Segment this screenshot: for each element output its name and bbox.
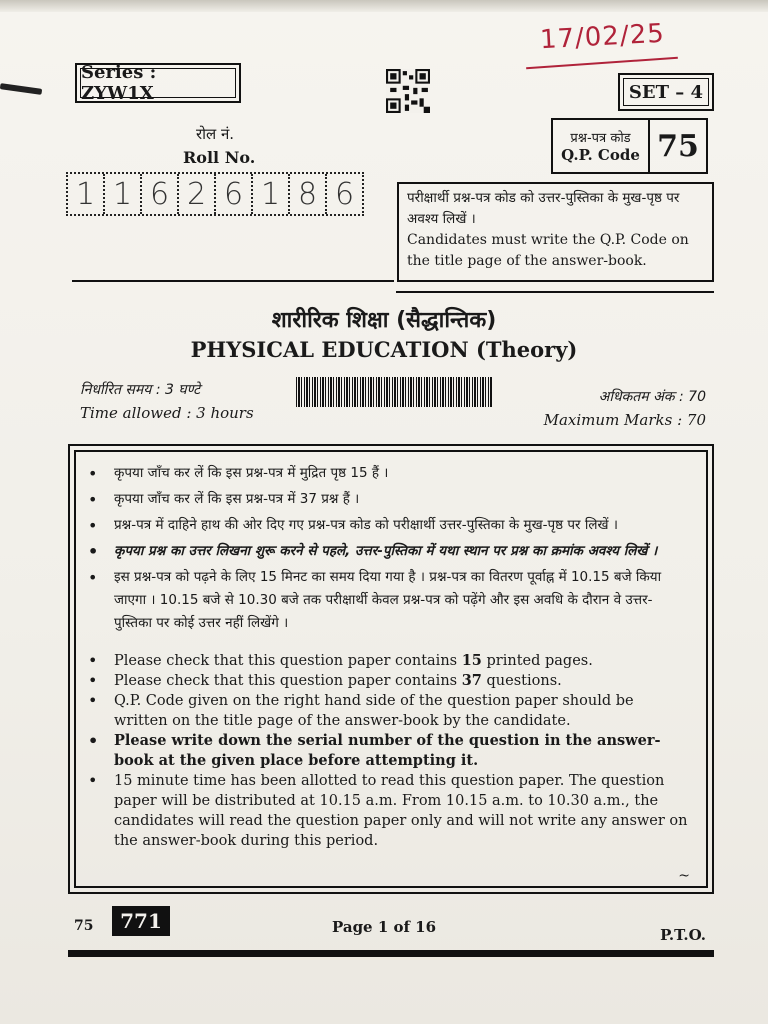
instruction-hindi: • इस प्रश्न-पत्र को पढ़ने के लिए 15 मिनट का समय दिया गया है । प्रश्न-पत्र का वितरण पूर्वाह्न में 10.15 बजे किया जाएगा । 10.15 बजे से 10.30 बजे तक परीक्षार्थी केवल प्रश्न-पत्र को पढ़ेंगे और इस अवधि के दौरान वे उत्तर-पुस्तिका पर कोई उत्तर नहीं लिखेंगे । — [88, 566, 690, 635]
subject-title-english — [0, 337, 768, 362]
general-instructions-box — [68, 444, 714, 894]
instruction-english: • 15 minute time has been allotted to read this question paper. The question paper will be distributed at 10.15 a.m. From 10.15 a.m. to 10.30 a.m., the candidates will read the question paper only and will not write any answer on the answer-book during this period. — [88, 771, 690, 851]
series-label: Series : ZYW1X — [80, 68, 236, 98]
footer-rule — [68, 950, 714, 957]
footer-boxed-number: 771 — [112, 906, 170, 936]
corner-mark — [0, 83, 42, 95]
instruction-text: Please check that this question paper contains — [114, 673, 462, 689]
series-box — [75, 63, 241, 103]
footer-code: 75 — [74, 918, 94, 934]
instructions-english-list — [88, 651, 690, 851]
set-label: SET – 4 — [623, 78, 709, 106]
instruction-hindi: • प्रश्न-पत्र में दाहिने हाथ की ओर दिए गए प्रश्न-पत्र कोड को परीक्षार्थी उत्तर-पुस्तिका के मुख-पृष्ठ पर लिखें । — [88, 514, 690, 537]
pto-label: P.T.O. — [660, 926, 706, 944]
instruction-english — [88, 651, 690, 671]
instruction-hindi: • कृपया जाँच कर लें कि इस प्रश्न-पत्र में मुद्रित पृष्ठ 15 हैं । — [88, 462, 690, 485]
roll-digit: 1 — [105, 174, 142, 214]
page-edge-shadow — [0, 0, 768, 12]
roll-label-hindi: रोल नं. — [196, 125, 235, 143]
roll-number-boxes — [66, 172, 364, 216]
tilde-mark: ~ — [678, 868, 690, 884]
subject-title-main: PHYSICAL EDUCATION — [190, 337, 469, 362]
qp-code-box — [551, 118, 708, 174]
time-allowed-hindi: निर्धारित समय : 3 घण्टे — [80, 382, 201, 398]
instruction-hindi: • कृपया जाँच कर लें कि इस प्रश्न-पत्र में 37 प्रश्न हैं । — [88, 488, 690, 511]
roll-label-english: Roll No. — [183, 148, 256, 167]
instruction-text: printed pages. — [481, 653, 593, 669]
subject-title-hindi: शारीरिक शिक्षा (सैद्धान्तिक) — [271, 308, 497, 333]
page-number: Page 1 of 16 — [331, 918, 437, 936]
time-allowed-english: Time allowed : 3 hours — [80, 404, 254, 422]
instructions-hindi-list — [88, 462, 690, 635]
roll-digit: 2 — [179, 174, 216, 214]
barcode — [296, 377, 492, 407]
qr-code-icon — [386, 69, 430, 113]
question-count: 37 — [461, 672, 482, 689]
roll-digit: 8 — [290, 174, 327, 214]
instruction-text: Please check that this question paper contains — [114, 653, 462, 669]
instruction-text: questions. — [481, 673, 562, 689]
instruction-english: • Please write down the serial number of the question in the answer-book at the given place before attempting it. — [88, 731, 690, 771]
roll-digit: 1 — [253, 174, 290, 214]
max-marks-english: Maximum Marks : 70 — [543, 411, 706, 429]
qp-code-label — [553, 120, 650, 172]
divider — [72, 280, 394, 282]
instruction-english: • Q.P. Code given on the right hand side of the question paper should be written on the title page of the answer-book by the candidate. — [88, 691, 690, 731]
qp-instruction-hindi: परीक्षार्थी प्रश्न-पत्र कोड को उत्तर-पुस्तिका के मुख-पृष्ठ पर अवश्य लिखें । — [407, 190, 680, 227]
roll-digit: 6 — [142, 174, 179, 214]
qp-code-value: 75 — [657, 128, 699, 164]
divider — [396, 291, 714, 293]
page-count: 15 — [461, 652, 482, 669]
set-box — [618, 73, 714, 111]
subject-title-paren: (Theory) — [475, 337, 578, 362]
roll-digit: 6 — [334, 176, 355, 212]
handwritten-underline — [526, 57, 678, 70]
instruction-hindi: • कृपया प्रश्न का उत्तर लिखना शुरू करने से पहले, उत्तर-पुस्तिका में यथा स्थान पर प्रश्न का क्रमांक अवश्य लिखें । — [88, 540, 690, 563]
handwritten-date: 17/02/25 — [539, 18, 666, 56]
qp-instruction-english: Candidates must write the Q.P. Code on the title page of the answer-book. — [407, 232, 689, 269]
qp-code-label-english: Q.P. Code — [561, 146, 640, 164]
roll-digit: 6 — [216, 174, 253, 214]
roll-digit: 1 — [68, 174, 105, 214]
general-instructions-inner — [74, 450, 708, 888]
qp-code-label-hindi: प्रश्न-पत्र कोड — [570, 131, 631, 146]
instruction-english — [88, 671, 690, 691]
max-marks-hindi: अधिकतम अंक : 70 — [598, 389, 706, 405]
qp-code-instruction-box — [397, 182, 714, 282]
